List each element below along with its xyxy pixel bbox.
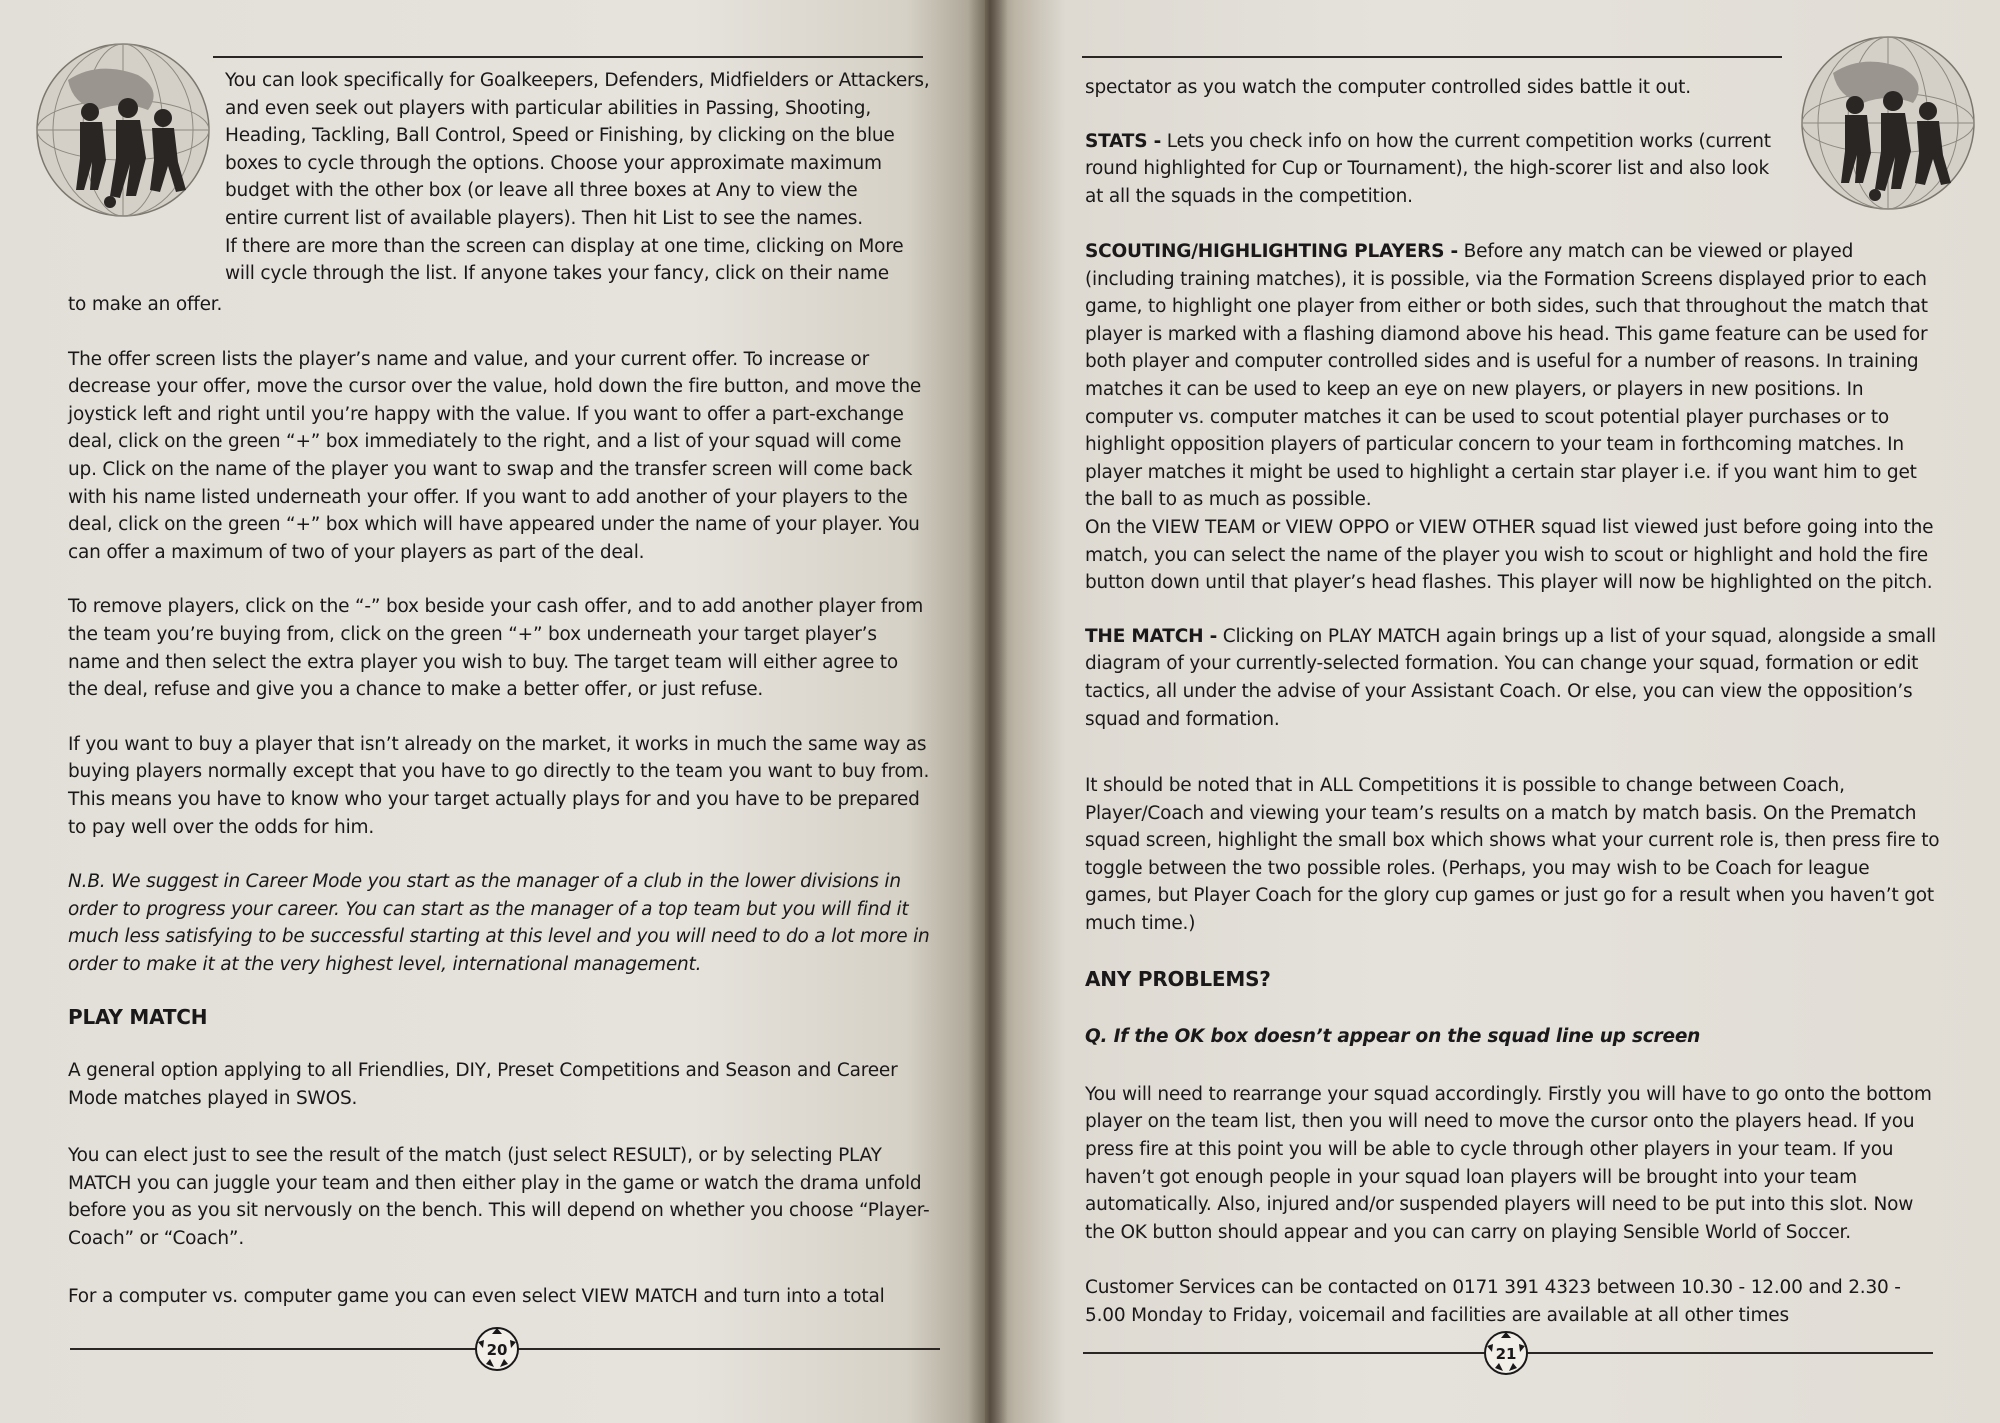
- scouting-paragraph: [1085, 238, 1940, 514]
- intro-line: and even seek out players with particular abilities in Passing, Shooting,: [225, 97, 872, 119]
- computer-game-paragraph: For a computer vs. computer game you can even select VIEW MATCH and turn into a total: [68, 1285, 885, 1307]
- match-label: THE MATCH -: [1085, 625, 1218, 647]
- elect-result-paragraph: You can elect just to see the result of the match (just select RESULT), or by selecting PLAY MATCH you can juggle your team and then either play in the game or watch the drama unfold before you as you sit nervously on the bench. This will depend on whether you choose “Player-Coach” or “Coach”.: [68, 1145, 930, 1250]
- career-note-paragraph: N.B. We suggest in Career Mode you start as the manager of a club in the lower divisions in order to progress your career. You can start as the manager of a top team but you will find it much less satisfying to be successful starting at this level and you will need to do a lot more in order to make it at the very highest level, international management.: [68, 871, 930, 975]
- football-page-number-icon: [474, 1326, 520, 1372]
- intro-line: entire current list of available players). Then hit List to see the names.: [225, 207, 863, 229]
- stats-paragraph: [1085, 128, 1785, 211]
- stats-text: Lets you check info on how the current competition works (current round highlighted for Cup or Tournament), the high-scorer list and also look at all the squads in the competition.: [1085, 130, 1771, 207]
- remove-players-paragraph: To remove players, click on the “-” box beside your cash offer, and to add another player from the team you’re buying from, click on the green “+” box underneath your target player’s name and then select the extra player you wish to buy. The target team will either agree to the deal, refuse and give you a chance to make a better offer, or just refuse.: [68, 596, 924, 701]
- right-page: [985, 0, 2000, 1423]
- globe-footballers-emblem-icon: [28, 40, 218, 230]
- top-rule: [213, 56, 923, 58]
- right-body: [1085, 238, 1940, 1330]
- customer-services-paragraph: Customer Services can be contacted on 0171 391 4323 between 10.30 - 12.00 and 2.30 - 5.00 Monday to Friday, voicemail and facilities are available at all other times: [1085, 1277, 1901, 1326]
- right-top-block: [1085, 74, 1785, 210]
- offer-paragraph: The offer screen lists the player’s name and value, and your current offer. To increase or decrease your offer, move the cursor over the value, hold down the fire button, and move the joystick left and right until you’re happy with the value. If you want to offer a part-exchange deal, click on the green “+” box immediately to the right, and a list of your squad will come up. Click on the name of the player you want to swap and the transfer screen will come back with his name listed underneath your offer. If you want to add another of your players to the deal, click on the green “+” box which will have appeared under the name of your player. You can offer a maximum of two of your players as part of the deal.: [68, 348, 922, 563]
- the-match-paragraph: [1085, 623, 1940, 733]
- scouting-paragraph-2: On the VIEW TEAM or VIEW OPPO or VIEW OTHER squad list viewed just before going into the match, you can select the name of the player you wish to scout or highlight and hold the fire button down until that player’s head flashes. This player will now be highlighted on the pitch.: [1085, 516, 1934, 594]
- book-spine-shadow: [968, 0, 1008, 1423]
- globe-footballers-emblem-icon: [1793, 33, 1983, 223]
- left-body: [68, 291, 930, 1310]
- any-problems-heading: ANY PROBLEMS?: [1085, 966, 1271, 991]
- left-page: [0, 0, 985, 1423]
- intro-line: If there are more than the screen can display at one time, clicking on More: [225, 235, 904, 257]
- spectator-line: spectator as you watch the computer controlled sides battle it out.: [1085, 77, 1691, 98]
- intro-line: boxes to cycle through the options. Choose your approximate maximum: [225, 152, 882, 174]
- stats-label: STATS -: [1085, 130, 1162, 152]
- intro-tail: to make an offer.: [68, 294, 223, 315]
- match-text: Clicking on PLAY MATCH again brings up a list of your squad, alongside a small diagram of your currently-selected formation. You can change your squad, formation or edit tactics, all under the advise of your Assistant Coach. Or else, you can view the opposition’s squad and formation.: [1085, 625, 1936, 730]
- role-toggle-paragraph: It should be noted that in ALL Competitions it is possible to change between Coach, Player/Coach and viewing your team’s results on a match by match basis. On the Prematch squad screen, highlight the small box which shows what your current role is, then press fire to toggle between the two possible roles. (Perhaps, you may wish to be Coach for league games, but Player Coach for the glory cup games or just go for a result when you haven’t got much time.): [1085, 775, 1940, 935]
- top-rule: [1082, 56, 1782, 58]
- play-match-heading: PLAY MATCH: [68, 1005, 208, 1030]
- football-page-number-icon: [1483, 1330, 1529, 1376]
- intro-line: You can look specifically for Goalkeepers, Defenders, Midfielders or Attackers,: [225, 70, 930, 91]
- intro-line: will cycle through the list. If anyone takes your fancy, click on their name: [225, 263, 889, 285]
- intro-line: Heading, Tackling, Ball Control, Speed or Finishing, by clicking on the blue: [225, 125, 895, 147]
- intro-wrap-block: [225, 67, 935, 288]
- general-option-paragraph: A general option applying to all Friendlies, DIY, Preset Competitions and Season and Career Mode matches played in SWOS.: [68, 1060, 898, 1109]
- scouting-text: Before any match can be viewed or played (including training matches), it is possible, via the Formation Screens displayed prior to each game, to highlight one player from either or both sides, such that throughout the match that player is marked with a flashing diamond above his head. This game feature can be used for both player and computer controlled sides and is useful for a number of reasons. In training matches it can be used to keep an eye on new players, or players in new positions. In computer vs. computer matches it can be used to scout potential player purchases or to highlight opposition players of particular concern to your team in forthcoming matches. In player matches it might be used to highlight a certain star player i.e. if you want him to get the ball to as much as possible.: [1085, 241, 1928, 511]
- scouting-label: SCOUTING/HIGHLIGHTING PLAYERS -: [1085, 241, 1458, 262]
- page-number: 21: [1495, 1345, 1517, 1363]
- question-line: Q. If the OK box doesn’t appear on the squad line up screen: [1085, 1026, 1701, 1048]
- intro-line: budget with the other box (or leave all three boxes at Any to view the: [225, 180, 858, 202]
- page-number: 20: [486, 1341, 508, 1359]
- market-paragraph: If you want to buy a player that isn’t already on the market, it works in much the same way as buying players normally except that you have to go directly to the team you want to buy from. This means you have to know who your target actually plays for and you have to be prepared to pay well over the odds for him.: [68, 733, 930, 838]
- answer-paragraph: You will need to rearrange your squad accordingly. Firstly you will have to go onto the bottom player on the team list, then you will need to move the cursor onto the players head. If you press fire at this point you will be able to cycle through other players in your team. If you haven’t got enough people in your squad loan players will be brought into your team automatically. Also, injured and/or suspended players will need to be put into this slot. Now the OK button should appear and you can carry on playing Sensible World of Soccer.: [1085, 1083, 1932, 1243]
